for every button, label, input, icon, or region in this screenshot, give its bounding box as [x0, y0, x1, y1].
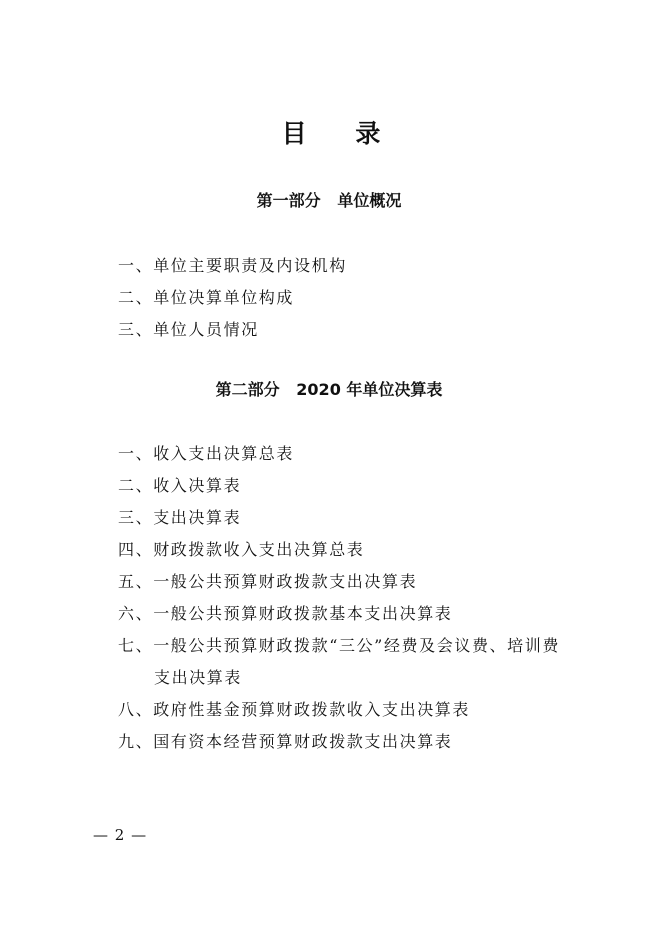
toc-item: 二、收入决算表	[118, 476, 242, 495]
toc-item: 三、单位人员情况	[118, 320, 259, 339]
toc-title: 目 录	[281, 119, 401, 148]
toc-item: 一、单位主要职责及内设机构	[118, 256, 347, 275]
toc-item-text: 七、一般公共预算财政拨款“三公”经费及会议费、培训费	[118, 636, 560, 655]
toc-item: 九、国有资本经营预算财政拨款支出决算表	[118, 732, 453, 751]
page-number: — 2 —	[93, 826, 148, 844]
toc-item: 二、单位决算单位构成	[118, 288, 295, 307]
toc-item: 一、收入支出决算总表	[118, 444, 295, 463]
part1-toc-list	[118, 250, 588, 346]
toc-item-multiline	[118, 630, 588, 694]
toc-item: 六、一般公共预算财政拨款基本支出决算表	[118, 604, 453, 623]
part2-heading: 第二部分 2020 年单位决算表	[215, 380, 443, 399]
part1-heading: 第一部分 单位概况	[256, 191, 402, 210]
toc-item: 三、支出决算表	[118, 508, 242, 527]
toc-item: 八、政府性基金预算财政拨款收入支出决算表	[118, 700, 471, 719]
toc-item: 四、财政拨款收入支出决算总表	[118, 540, 365, 559]
toc-item: 五、一般公共预算财政拨款支出决算表	[118, 572, 418, 591]
part2-toc-list	[118, 438, 588, 758]
toc-item-continuation: 支出决算表	[154, 668, 243, 687]
